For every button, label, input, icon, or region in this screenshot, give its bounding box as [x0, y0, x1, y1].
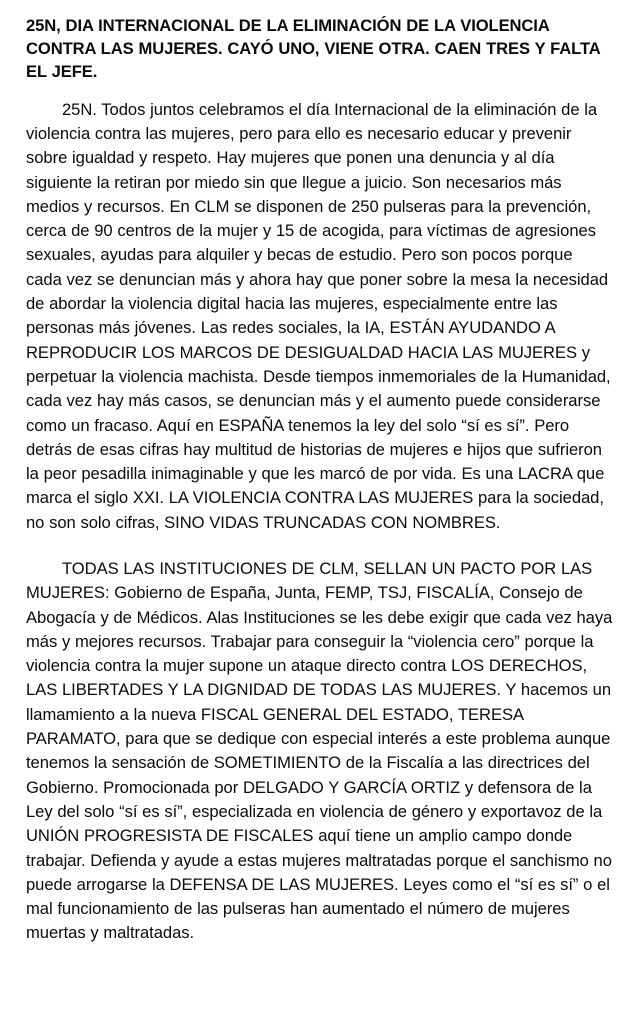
document-heading: 25N, DIA INTERNACIONAL DE LA ELIMINACIÓN DE LA VIOLENCIA CONTRA LAS MUJERES. CAYÓ UNO, VIENE OTRA. CAEN TRES Y FALTA EL JEFE.	[26, 16, 601, 82]
document-paragraph-2: TODAS LAS INSTITUCIONES DE CLM, SELLAN UN PACTO POR LAS MUJERES: Gobierno de España, Junta, FEMP, TSJ, FISCALÍA, Consejo de Abogacía y de Médicos. Alas Instituciones se les debe exigir que cada vez haya más y mejores recursos. Trabajar para conseguir la “violencia cero” porque la violencia contra la mujer supone un ataque directo contra LOS DERECHOS, LAS LIBERTADES Y LA DIGNIDAD DE TODAS LAS MUJERES. Y hacemos un llamamiento a la nueva FISCAL GENERAL DEL ESTADO, TERESA PARAMATO, para que se dedique con especial interés a este problema aunque tenemos la sensación de SOMETIMIENTO de la Fiscalía a las directrices del Gobierno. Promocionada por DELGADO Y GARCÍA ORTIZ y defensora de la Ley del solo “sí es sí”, especializada en violencia de género y exportavoz de la UNIÓN PROGRESISTA DE FISCALES aquí tiene un amplio campo donde trabajar. Defienda y ayude a estas mujeres maltratadas porque el sanchismo no puede arrogarse la DEFENSA DE LAS MUJERES. Leyes como el “sí es sí” o el mal funcionamiento de las pulseras han aumentado el número de mujeres muertas y maltratadas.	[26, 559, 613, 943]
paragraph-spacer	[26, 545, 613, 557]
document-paragraph-1: 25N. Todos juntos celebramos el día Internacional de la eliminación de la violencia contra las mujeres, pero para ello es necesario educar y prevenir sobre igualdad y respeto. Hay mujeres que ponen una denuncia y al día siguiente la retiran por miedo sin que llegue a juicio. Son necesarios más medios y recursos. En CLM se disponen de 250 pulseras para la prevención, cerca de 90 centros de la mujer y 15 de acogida, para víctimas de agresiones sexuales, ayudas para alquiler y becas de estudio. Pero son pocos porque cada vez se denuncian más y ahora hay que poner sobre la mesa la necesidad de abordar la violencia digital hacia las mujeres, especialmente entre las personas más jóvenes. Las redes sociales, la IA, ESTÁN AYUDANDO A REPRODUCIR LOS MARCOS DE DESIGUALDAD HACIA LAS MUJERES y perpetuar la violencia machista. Desde tiempos inmemoriales de la Humanidad, cada vez hay más casos, se denuncian más y el aumento puede considerarse como un fracaso. Aquí en ESPAÑA tenemos la ley del solo “sí es sí”. Pero detrás de esas cifras hay multitud de historias de mujeres e hijos que sufrieron la peor pesadilla inimaginable y que les marcó de por vida. Es una LACRA que marca el siglo XXI. LA VIOLENCIA CONTRA LAS MUJERES para la sociedad, no son solo cifras, SINO VIDAS TRUNCADAS CON NOMBRES.	[26, 99, 611, 532]
